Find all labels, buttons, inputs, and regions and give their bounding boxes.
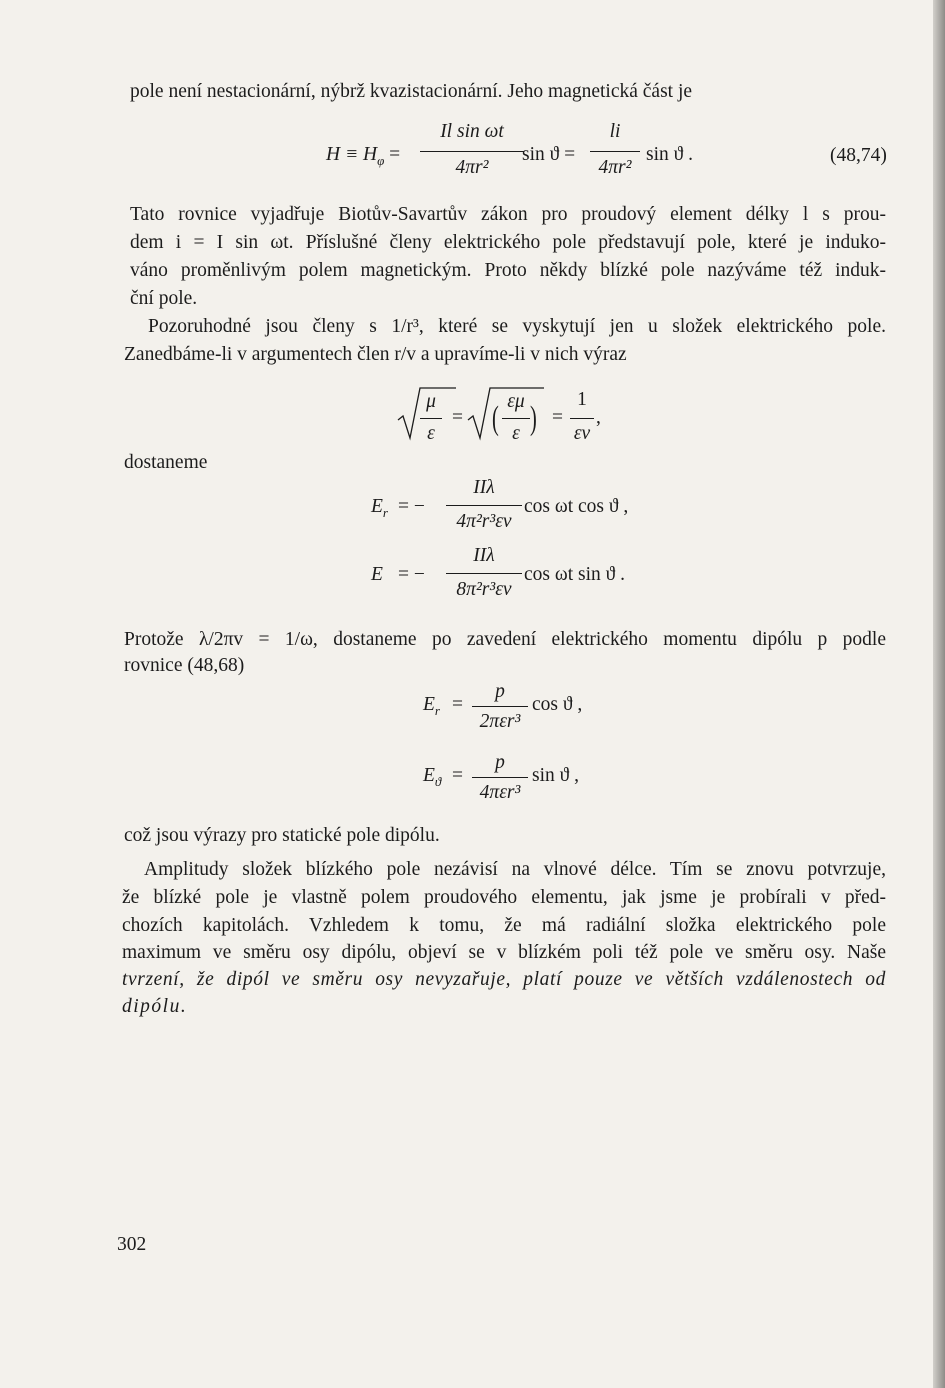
er-lhs: $E_r$	[371, 496, 388, 520]
eq1-frac1-den: 4πr²	[455, 157, 489, 178]
eq1-frac1-num: Il sin ωt	[440, 121, 504, 142]
eq1-frac2-bar	[590, 151, 640, 152]
sqrt1-bar	[420, 418, 442, 419]
er2-num: p	[495, 681, 505, 702]
para4-line2: že blízké pole je vlastně polem proudového elementu, jak jsme je probírali v před-	[122, 887, 886, 908]
sqrt2-den: ε	[512, 423, 520, 444]
sqrt-eq-1: =	[452, 407, 463, 428]
er-bar	[446, 505, 522, 506]
sqrt3-bar	[570, 418, 594, 419]
para1-line2: dem i = I sin ωt. Příslušné členy elektrického pole představují pole, které je induko-	[130, 232, 886, 253]
eq1-number: (48,74)	[830, 145, 887, 166]
para1-line4: ční pole.	[130, 288, 198, 309]
sqrt1-den: ε	[427, 423, 435, 444]
e-lhs: E	[371, 564, 383, 585]
sqrt-eq-2: =	[552, 407, 563, 428]
para2-line2: Zanedbáme-li v argumentech člen r/v a upravíme-li v nich výraz	[124, 344, 627, 365]
er-sign: = −	[398, 496, 425, 517]
page-number: 302	[117, 1234, 147, 1255]
para3-line2: rovnice (48,68)	[124, 655, 245, 676]
sqrt2-paren-left: (	[492, 400, 499, 437]
e-sign: = −	[398, 564, 425, 585]
page-gutter-shadow	[933, 0, 945, 1388]
e-tail: cos ωt sin ϑ .	[524, 564, 626, 585]
et-lhs: $E_ϑ$	[423, 765, 442, 789]
er2-sign: =	[452, 694, 463, 715]
static-line: což jsou výrazy pro statické pole dipólu.	[124, 825, 440, 846]
sqrt1-num: μ	[426, 391, 436, 412]
er-den: 4π²r³εv	[456, 511, 512, 532]
et-sign: =	[452, 765, 463, 786]
para4-line1: Amplitudy složek blízkého pole nezávisí na vlnové délce. Tím se znovu potvrzuje,	[144, 859, 886, 880]
eq1-frac1-bar	[420, 151, 524, 152]
para3-line1: Protože λ/2πv = 1/ω, dostaneme po zavedení elektrického momentu dipólu p podle	[124, 629, 886, 650]
et-den: 4πεr³	[479, 782, 521, 803]
para4-italic-line2: dipólu.	[122, 996, 188, 1017]
para4-italic-line1: tvrzení, že dipól ve směru osy nevyzařuje, platí pouze ve větších vzdálenostech od	[122, 969, 886, 990]
eq1-lhs: $H \equiv H_\varphi$ =	[326, 144, 401, 168]
para2-line1: Pozoruhodné jsou členy s 1/r³, které se vyskytují jen u složek elektrického pole.	[148, 316, 886, 337]
er2-tail: cos ϑ ,	[532, 694, 583, 715]
eq1-tail: sin ϑ .	[646, 144, 694, 165]
sqrt2-num: εμ	[507, 391, 525, 412]
e-num: IIλ	[473, 545, 495, 566]
er2-den: 2πεr³	[479, 711, 521, 732]
para1-line1: Tato rovnice vyjadřuje Biotův-Savartův zákon pro proudový element délky l s prou-	[130, 204, 886, 225]
er2-bar	[472, 706, 528, 707]
et-tail: sin ϑ ,	[532, 765, 580, 786]
sqrt2-bar	[502, 418, 530, 419]
e-den: 8π²r³εv	[456, 579, 512, 600]
sqrt3-num: 1	[577, 389, 587, 410]
e-bar	[446, 573, 522, 574]
para4-line3: chozích kapitolách. Vzhledem k tomu, že má radiální složka elektrického pole	[122, 915, 886, 936]
et-num: p	[495, 752, 505, 773]
intro-line: pole není nestacionární, nýbrž kvazistacionární. Jeho magnetická část je	[130, 81, 693, 102]
sqrt2-paren-right: )	[530, 400, 537, 437]
et-bar	[472, 777, 528, 778]
dostaneme-label: dostaneme	[124, 452, 208, 473]
er-num: IIλ	[473, 477, 495, 498]
sqrt-comma: ,	[596, 407, 601, 428]
sqrt3-den: εv	[573, 423, 591, 444]
eq1-frac2-num: li	[609, 121, 621, 142]
eq1-mid: sin ϑ =	[522, 144, 576, 165]
er2-lhs: $E_r$	[423, 694, 440, 718]
eq1-frac2-den: 4πr²	[598, 157, 632, 178]
para1-line3: váno proměnlivým polem magnetickým. Proto někdy blízké pole nazýváme též induk-	[130, 260, 886, 281]
er-tail: cos ωt cos ϑ ,	[524, 496, 629, 517]
para4-line4: maximum ve směru osy dipólu, objeví se v blízkém poli též pole ve směru osy. Naše	[122, 942, 886, 963]
